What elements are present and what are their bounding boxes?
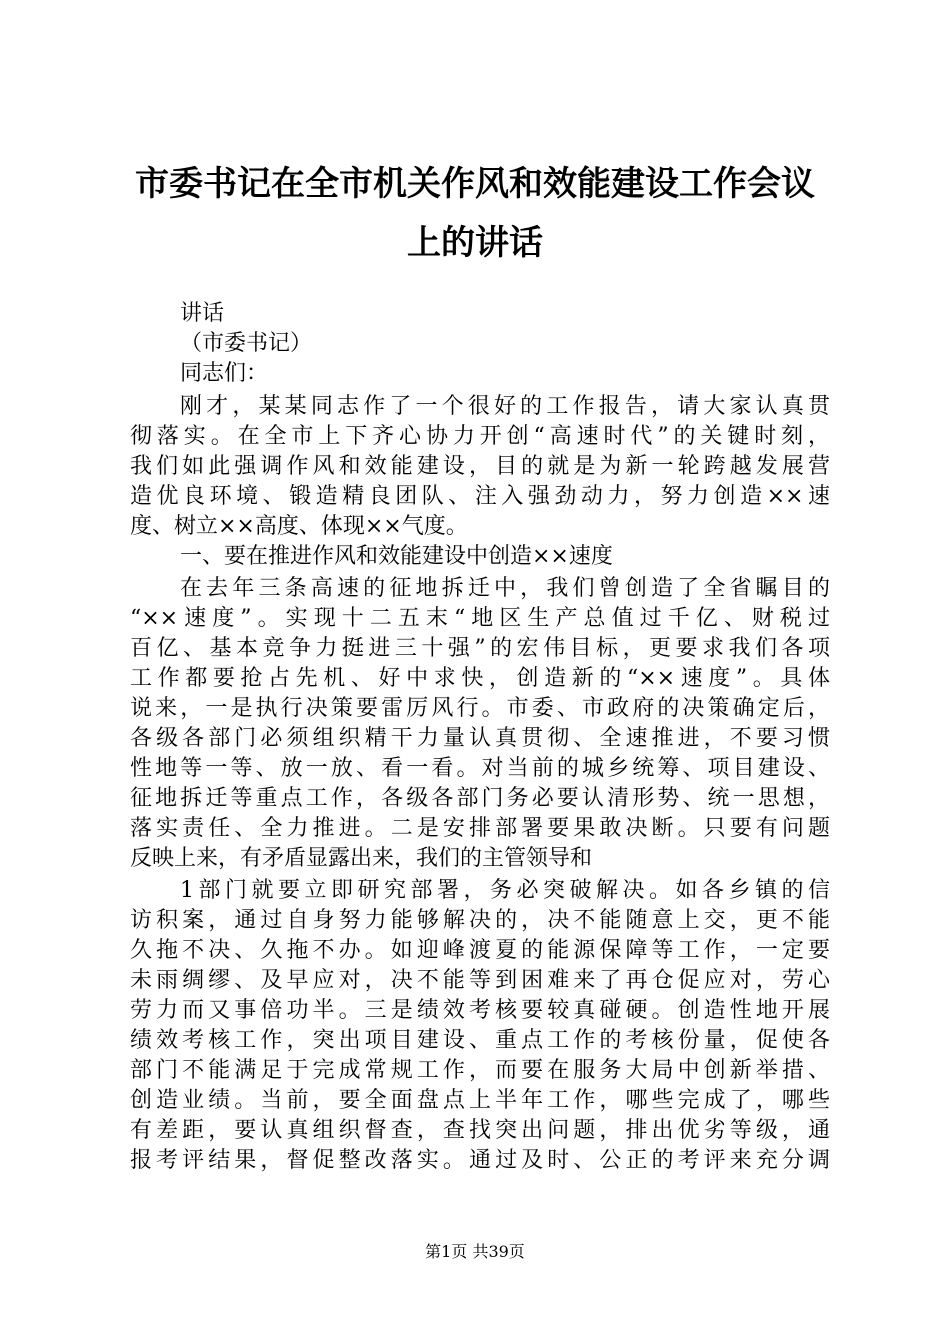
body-line: 我们如此强调作风和效能建设，目的就是为新一轮跨越发展营 bbox=[130, 454, 830, 479]
body-line: 同志们： bbox=[180, 361, 269, 386]
body-line: 造优良环境、锻造精良团队、注入强劲动力，努力创造××速 bbox=[130, 484, 830, 509]
body-line: 讲话 bbox=[180, 301, 225, 326]
body-line: 劳力而又事倍功半。三是绩效考核要较真碰硬。创造性地开展 bbox=[130, 998, 830, 1023]
body-line: 度、树立××高度、体现××气度。 bbox=[130, 514, 468, 539]
body-line: 绩效考核工作，突出项目建设、重点工作的考核份量，促使各 bbox=[130, 1028, 830, 1053]
section-heading: 一、要在推进作风和效能建设中创造××速度 bbox=[180, 544, 613, 569]
body-line: 各级各部门必须组织精干力量认真贯彻、全速推进，不要习惯 bbox=[130, 726, 830, 751]
body-line: 反映上来，有矛盾显露出来，我们的主管领导和 bbox=[130, 846, 593, 871]
body-line: 久拖不决、久拖不办。如迎峰渡夏的能源保障等工作，一定要 bbox=[130, 938, 830, 963]
body-line: 有差距，要认真组织督查，查找突出问题，排出优劣等级，通 bbox=[130, 1118, 830, 1143]
body-line: 落实责任、全力推进。二是安排部署要果敢决断。只要有问题 bbox=[130, 816, 830, 841]
body-line: 部门不能满足于完成常规工作，而要在服务大局中创新举措、 bbox=[130, 1058, 830, 1083]
body-line: 性地等一等、放一放、看一看。对当前的城乡统筹、项目建设、 bbox=[130, 756, 830, 781]
body-line: 访积案，通过自身努力能够解决的，决不能随意上交，更不能 bbox=[130, 908, 830, 933]
body-line: 刚才，某某同志作了一个很好的工作报告，请大家认真贯 bbox=[180, 394, 830, 419]
page-footer: 第1页 共39页 bbox=[425, 1242, 525, 1261]
body-line: “××速度”。实现十二五末“地区生产总值过千亿、财税过 bbox=[130, 606, 830, 631]
document-title-line-2: 上的讲话 bbox=[407, 223, 543, 263]
body-line: 彻落实。在全市上下齐心协力开创“高速时代”的关键时刻， bbox=[130, 424, 830, 449]
body-line: 说来，一是执行决策要雷厉风行。市委、市政府的决策确定后， bbox=[130, 696, 830, 721]
body-line: 报考评结果，督促整改落实。通过及时、公正的考评来充分调 bbox=[130, 1148, 830, 1173]
body-line: 工作都要抢占先机、好中求快，创造新的“××速度”。具体 bbox=[130, 666, 830, 691]
body-line: 征地拆迁等重点工作，各级各部门务必要认清形势、统一思想， bbox=[130, 786, 830, 811]
body-line: （市委书记） bbox=[180, 331, 313, 356]
body-line: 1部门就要立即研究部署，务必突破解决。如各乡镇的信 bbox=[180, 878, 830, 903]
body-line: 未雨绸缪、及早应对，决不能等到困难来了再仓促应对，劳心 bbox=[130, 968, 830, 993]
body-line: 在去年三条高速的征地拆迁中，我们曾创造了全省瞩目的 bbox=[180, 576, 830, 601]
document-title-line-1: 市委书记在全市机关作风和效能建设工作会议 bbox=[135, 164, 815, 204]
body-line: 百亿、基本竞争力挺进三十强”的宏伟目标，更要求我们各项 bbox=[130, 636, 830, 661]
body-line: 创造业绩。当前，要全面盘点上半年工作，哪些完成了，哪些 bbox=[130, 1088, 830, 1113]
